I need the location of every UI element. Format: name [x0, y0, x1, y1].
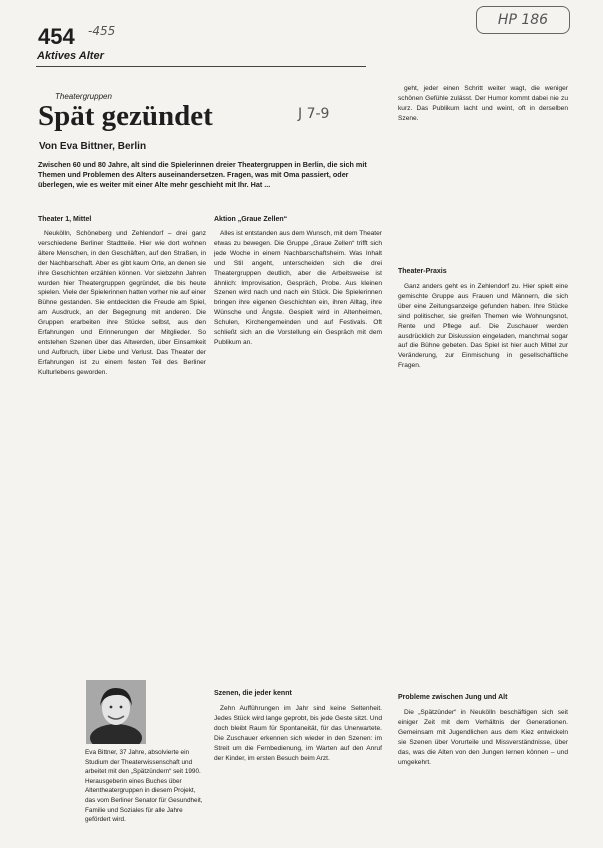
col2-body: [214, 229, 382, 684]
rubric: Theatergruppen: [55, 92, 112, 101]
header-rule: [36, 66, 366, 67]
col3-heading: Theater-Praxis: [398, 268, 447, 275]
archive-stamp: HP 186: [476, 6, 570, 34]
handwritten-note: J 7-9: [298, 106, 330, 122]
page-number: 454: [38, 24, 75, 49]
col1-text: Neukölln, Schöneberg und Zehlendorf – drei ganz verschiedene Berliner Stadtteile. Hier wie dort wohnen ältere Menschen, in den Geschäften, auf den Straßen, in der Nachbarschaft. Aber es gibt kaum Orte, an denen sie ihre Geschichten erzählen können. Vor siebzehn Jahren wurden hier Theatergruppen gegründet, die bis heute spielen. Viele der Spielerinnen hatten vorher nie auf einer Bühne gestanden. Sie entdeckten die Freude am Spiel, am Ausdruck, an der Begegnung mit anderen. Die Gruppen erarbeiten ihre Stücke selbst, aus den Erfahrungen und Erinnerungen der Mitglieder. So entstehen Szenen über das Altwerden, über Einsamkeit und Aufbruch, über Liebe und Verlust. Das Theater der Erfahrungen ist zu einem festen Teil des Berliner Kulturlebens geworden.: [38, 230, 206, 376]
handwritten-page-range: -455: [88, 24, 116, 38]
byline: Von Eva Bittner, Berlin: [39, 141, 147, 152]
col3-text-3: Die „Spätzünder“ in Neukölln beschäftigen sich seit einiger Zeit mit dem Verhältnis der Generationen. Gemeinsam mit Jugendlichen aus dem Kiez entwickeln sie Szenen über Vorurteile und Missverständnisse, über das, was die Alten von den Jungen lernen können – und umgekehrt.: [398, 709, 568, 766]
col2-text: Alles ist entstanden aus dem Wunsch, mit dem Theater etwas zu bewegen. Die Gruppe „Graue Zellen“ trifft sich jede Woche in einem Nachbarschaftsheim. Was Inhalt und Stil angeht, unterscheiden sich die drei Theatergruppen deutlich, aber die Arbeitsweise ist ähnlich: Improvisation, Gespräch, Probe. Aus kleinen Szenen wird nach und nach ein Stück. Die Spielerinnen bringen ihre eigenen Geschichten ein, ihren Alltag, ihre Wünsche und Ängste. Gespielt wird in Altenheimen, Schulen, Kirchengemeinden und auf Festivals. Oft schließt sich an die Vorstellung ein Gespräch mit dem Publikum an.: [214, 230, 382, 346]
col3-text-2: Ganz anders geht es in Zehlendorf zu. Hier spielt eine gemischte Gruppe aus Frauen und Männern, die sich über eine Zeitungsanzeige gefunden haben. Ihre Stücke sind politischer, sie greifen Themen wie Wohnungsnot, Rente und Pflege auf. Die Zuschauer werden ausdrücklich zur Diskussion eingeladen, manchmal sogar auf die Bühne gebeten. Das Spiel ist hier auch Mittel zur Veränderung, zur Einmischung in gesellschaftliche Fragen.: [398, 283, 568, 370]
col3-body: [398, 84, 568, 252]
col3-body-3: [398, 708, 568, 842]
col2-heading-2: Szenen, die jeder kennt: [214, 690, 292, 697]
col1-heading: Theater 1, Mittel: [38, 216, 92, 223]
author-photo: [86, 680, 146, 744]
section-title: Aktives Alter: [37, 50, 104, 62]
col2-text-2: Zehn Aufführungen im Jahr sind keine Seltenheit. Jedes Stück wird lange geprobt, bis jede Geste sitzt. Und doch bleibt Raum für Spontaneität, für das Unerwartete. Die Zuschauer erkennen sich wieder in den Szenen: im Streit um die Fernbedienung, im Warten auf den Anruf der Kinder, im ersten Besuch beim Arzt.: [214, 705, 382, 762]
photo-caption: Eva Bittner, 37 Jahre, absolvierte ein Studium der Theaterwissenschaft und arbeitet mit den „Spätzündern“ seit 1990. Herausgeberin eines Buches über Altentheatergruppen in diesem Projekt, das vom Berliner Senator für Gesundheit, Familie und Soziales für alle Jahre gefördert wird.: [85, 749, 203, 824]
headline: Spät gezündet: [38, 100, 213, 132]
col1-body: [38, 229, 206, 669]
col2-heading: Aktion „Graue Zellen“: [214, 216, 288, 223]
col3-text: geht, jeder einen Schritt weiter wagt, die weniger schönen Gefühle zulässt. Der Humor kommt dabei nie zu kurz. Das Publikum lacht und weint, oft in derselben Szene.: [398, 85, 568, 122]
lead-paragraph: Zwischen 60 und 80 Jahre, alt sind die Spielerinnen dreier Theatergruppen in Berlin, die sich mit Themen und Problemen des Alters auseinandersetzen. Fragen, was mit Oma passiert, oder überlegen, wie es weiter mit einer Alte mehr geschieht mit Ihr. Hat ...: [38, 160, 367, 189]
col3-body-2: [398, 282, 568, 677]
col3-heading-2: Probleme zwischen Jung und Alt: [398, 694, 508, 701]
col2-body-2: [214, 704, 382, 842]
